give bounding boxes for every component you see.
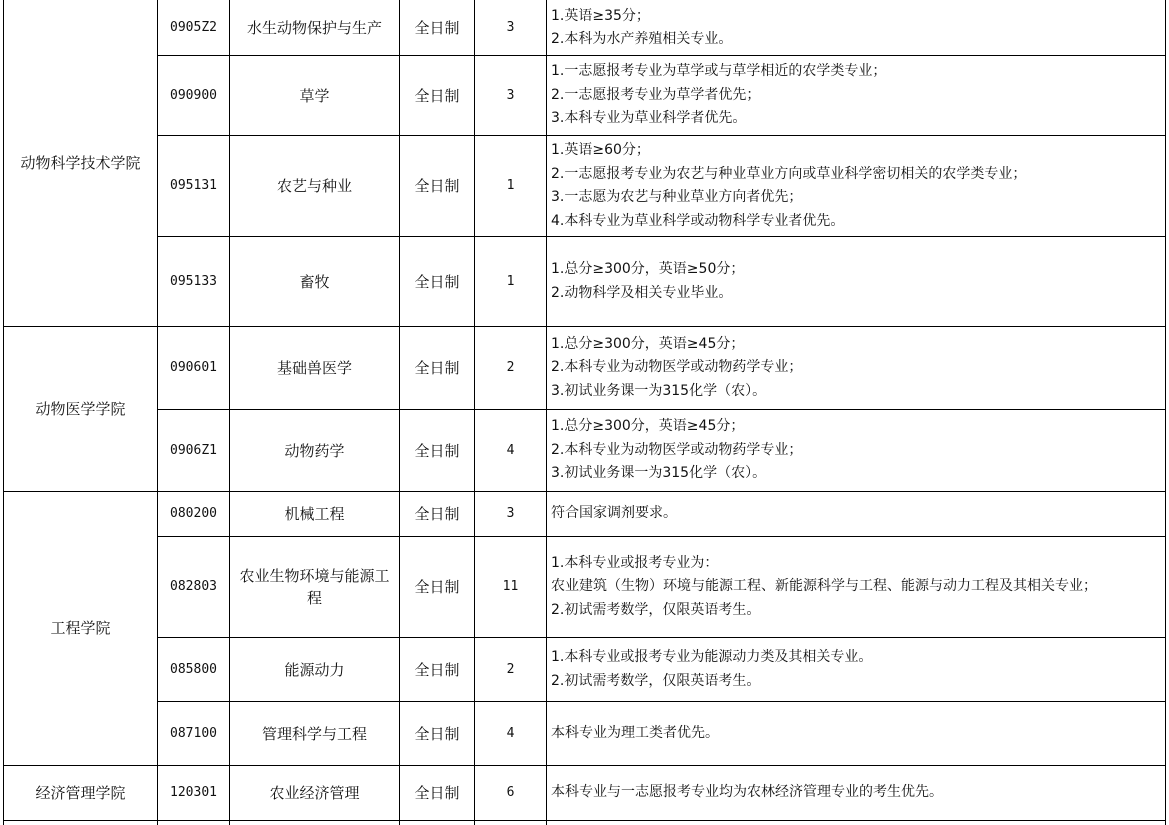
requirement-line: 2.动物科学及相关专业毕业。: [551, 284, 733, 301]
requirements: [547, 702, 1165, 765]
requirement-list: [551, 60, 1161, 131]
requirement-list: [551, 781, 1161, 805]
quota-count: 2: [506, 360, 515, 375]
study-mode: 全日制: [414, 272, 460, 291]
major-code: 080200: [170, 506, 217, 521]
quota-count: 11: [502, 579, 519, 594]
requirement-line: 3.本科专业为草业科学者优先。: [551, 110, 747, 127]
requirements: [547, 492, 1165, 536]
major-name: 农业经济管理: [269, 784, 360, 802]
study-mode: 全日制: [414, 359, 460, 377]
study-mode: 全日制: [414, 177, 460, 195]
college-name: [4, 491, 157, 765]
requirement-line: 3.一志愿为农艺与种业草业方向者优先；: [551, 189, 803, 205]
major-code: 082803: [170, 579, 217, 594]
requirement-list: [551, 722, 1161, 746]
requirements: [547, 1, 1165, 55]
requirement-line: 农业建筑（生物）环境与能源工程、新能源科学与工程、能源与动力工程及其相关专业；: [551, 578, 1097, 595]
quota-count: 6: [506, 785, 515, 800]
requirement-line: 2.本科专业为动物医学或动物药学专业；: [551, 441, 803, 458]
requirement-list: [551, 139, 1161, 233]
major-name: 畜牧: [299, 272, 330, 291]
requirement-line: 1.总分≥300分，英语≥45分；: [551, 335, 745, 352]
requirements: [547, 136, 1165, 236]
quota-count: 4: [506, 442, 515, 458]
requirement-line: 1.总分≥300分，英语≥45分；: [551, 418, 745, 435]
requirement-list: [551, 646, 1161, 693]
college-label: 动物科学技术学院: [20, 154, 141, 172]
requirement-line: 1.总分≥300分，英语≥50分；: [551, 261, 745, 277]
major-name: 动物药学: [284, 441, 345, 460]
major-name: 基础兽医学: [276, 359, 352, 377]
requirements: [547, 237, 1165, 326]
requirement-line: 本科专业为理工类者优先。: [551, 724, 719, 741]
requirement-line: 2.初试需考数学，仅限英语考生。: [551, 672, 761, 689]
quota-count: 3: [506, 506, 515, 521]
college-name: [4, 0, 157, 326]
quota-count: 1: [506, 178, 515, 193]
major-code: 090601: [170, 360, 217, 375]
major-code: 0906Z1: [170, 442, 217, 458]
quota-count: 3: [506, 87, 515, 103]
requirements: [547, 766, 1165, 820]
requirement-list: [551, 552, 1161, 623]
requirement-line: 1.英语≥60分；: [551, 142, 650, 158]
requirement-line: 4.本科专业为草业科学或动物科学专业者优先。: [551, 212, 845, 229]
requirement-line: 2.本科为水产养殖相关专业。: [551, 31, 733, 47]
major-code: 0905Z2: [170, 20, 217, 35]
requirement-line: 1.英语≥35分；: [551, 7, 650, 24]
requirement-line: 本科专业与一志愿报考专业均为农林经济管理专业的考生优先。: [551, 784, 943, 801]
requirement-list: [551, 333, 1161, 404]
study-mode: 全日制: [414, 19, 460, 37]
requirement-line: 2.本科专业为动物医学或动物药学专业；: [551, 359, 803, 376]
row-divider: [157, 820, 1166, 821]
major-name: 水生动物保护与生产: [246, 19, 382, 37]
college-label: 工程学院: [50, 619, 111, 637]
major-name: 机械工程: [284, 505, 345, 523]
college-label: 经济管理学院: [35, 783, 126, 802]
major-name: 农艺与种业: [276, 177, 352, 195]
requirements: [547, 537, 1165, 637]
major-name: 能源动力: [284, 660, 345, 679]
requirements: [547, 638, 1165, 701]
requirement-line: 1.本科专业或报考专业为能源动力类及其相关专业。: [551, 649, 873, 665]
requirement-line: 2.初试需考数学，仅限英语考生。: [551, 601, 761, 618]
requirement-list: [551, 415, 1161, 486]
major-name: 草学: [299, 86, 330, 105]
quota-count: 2: [506, 661, 515, 677]
requirements: [547, 327, 1165, 409]
major-name: 管理科学与工程: [261, 724, 367, 743]
college-name: [4, 765, 157, 820]
requirement-line: 符合国家调剂要求。: [551, 505, 677, 522]
requirement-line: 3.初试业务课一为315化学（农）。: [551, 382, 767, 399]
major-code: 095133: [170, 273, 217, 289]
study-mode: 全日制: [414, 724, 460, 743]
quota-count: 1: [506, 273, 515, 289]
study-mode: 全日制: [414, 660, 460, 679]
requirement-list: [551, 5, 1161, 52]
requirements: [547, 410, 1165, 491]
requirement-list: [551, 258, 1161, 305]
major-name: 农业生物环境与能源工程: [239, 567, 390, 607]
college-divider: [3, 820, 157, 821]
requirements: [547, 56, 1165, 135]
study-mode: 全日制: [414, 578, 460, 596]
quota-count: 4: [506, 725, 515, 741]
quota-count: 3: [506, 20, 515, 35]
college-name: [4, 326, 157, 491]
requirement-line: 2.一志愿报考专业为农艺与种业草业方向或草业科学密切相关的农学类专业；: [551, 165, 1027, 182]
requirement-line: 1.本科专业或报考专业为：: [551, 554, 719, 571]
major-code: 120301: [170, 785, 217, 800]
requirement-list: [551, 502, 1161, 526]
major-code: 095131: [170, 178, 217, 193]
college-label: 动物医学学院: [35, 399, 126, 418]
major-code: 085800: [170, 661, 217, 677]
major-code: 087100: [170, 725, 217, 741]
study-mode: 全日制: [414, 441, 460, 460]
requirement-line: 1.一志愿报考专业为草学或与草学相近的农学类专业；: [551, 63, 887, 80]
requirement-line: 2.一志愿报考专业为草学者优先；: [551, 86, 761, 103]
major-code: 090900: [170, 87, 217, 103]
study-mode: 全日制: [414, 86, 460, 105]
requirement-line: 3.初试业务课一为315化学（农）。: [551, 465, 767, 482]
study-mode: 全日制: [414, 505, 460, 523]
study-mode: 全日制: [414, 784, 460, 802]
